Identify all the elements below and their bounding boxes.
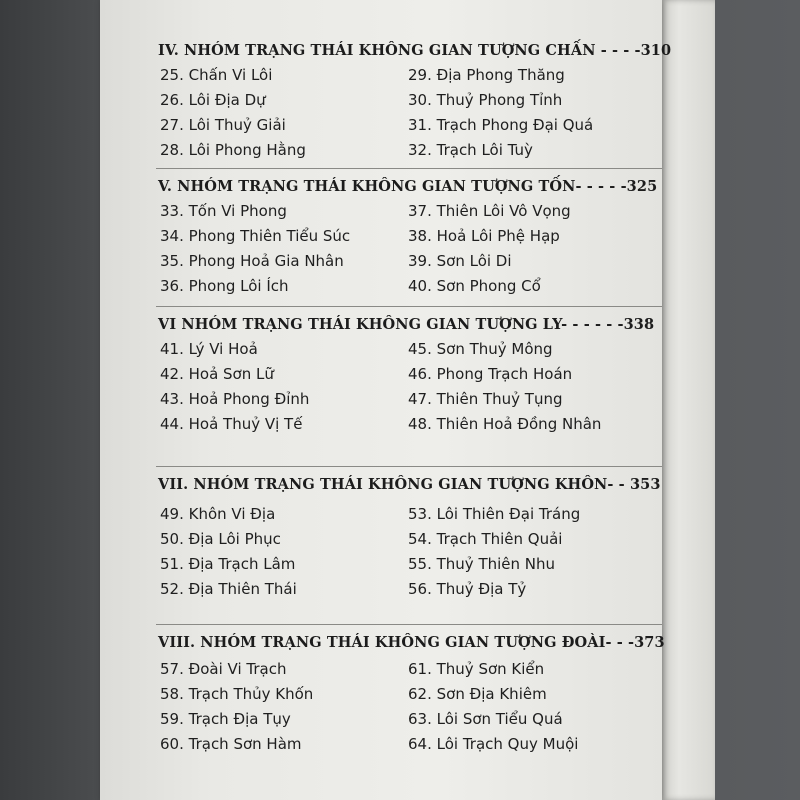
list-item: 45. Sơn Thuỷ Mông: [408, 340, 553, 358]
list-item: 48. Thiên Hoả Đồng Nhân: [408, 415, 602, 433]
list-item: 52. Địa Thiên Thái: [160, 580, 297, 598]
entries-right-column: [408, 657, 578, 757]
list-item: 58. Trạch Thủy Khốn: [160, 685, 314, 703]
list-item: 51. Địa Trạch Lâm: [160, 555, 296, 573]
book-page: [100, 0, 672, 800]
list-item: 56. Thuỷ Địa Tỷ: [408, 580, 527, 598]
entries-right-column: [408, 63, 593, 163]
entries-right-column: [408, 337, 601, 437]
list-item: 64. Lôi Trạch Quy Muội: [408, 735, 579, 753]
entries-left-column: [160, 337, 309, 437]
entries-left-column: [160, 502, 297, 602]
section-divider: [156, 466, 662, 467]
list-item: 47. Thiên Thuỷ Tụng: [408, 390, 563, 408]
section-divider: [156, 624, 662, 625]
list-item: 29. Địa Phong Thăng: [408, 66, 565, 84]
list-item: 33. Tốn Vi Phong: [160, 202, 287, 220]
list-item: 26. Lôi Địa Dự: [160, 91, 266, 109]
list-item: 54. Trạch Thiên Quải: [408, 530, 563, 548]
list-item: 53. Lôi Thiên Đại Tráng: [408, 505, 581, 523]
list-item: 55. Thuỷ Thiên Nhu: [408, 555, 556, 573]
entries-left-column: [160, 63, 306, 163]
list-item: 30. Thuỷ Phong Tỉnh: [408, 91, 563, 109]
list-item: 32. Trạch Lôi Tuỳ: [408, 141, 533, 159]
list-item: 27. Lôi Thuỷ Giải: [160, 116, 286, 134]
list-item: 57. Đoài Vi Trạch: [160, 660, 287, 678]
section-heading: VIII. NHÓM TRẠNG THÁI KHÔNG GIAN TƯỢNG ĐOÀI- - -373: [158, 634, 665, 651]
list-item: 25. Chấn Vi Lôi: [160, 66, 273, 84]
list-item: 49. Khôn Vi Địa: [160, 505, 276, 523]
list-item: 37. Thiên Lôi Vô Vọng: [408, 202, 571, 220]
list-item: 31. Trạch Phong Đại Quá: [408, 116, 594, 134]
entries-left-column: [160, 657, 313, 757]
list-item: 61. Thuỷ Sơn Kiển: [408, 660, 545, 678]
section-heading: IV. NHÓM TRẠNG THÁI KHÔNG GIAN TƯỢNG CHẤN - - - -310: [158, 42, 672, 59]
list-item: 40. Sơn Phong Cổ: [408, 277, 541, 295]
entries-right-column: [408, 199, 571, 299]
list-item: 36. Phong Lôi Ích: [160, 277, 289, 295]
list-item: 42. Hoả Sơn Lữ: [160, 365, 274, 383]
list-item: 38. Hoả Lôi Phệ Hạp: [408, 227, 560, 245]
list-item: 39. Sơn Lôi Di: [408, 252, 512, 270]
section-heading: VI NHÓM TRẠNG THÁI KHÔNG GIAN TƯỢNG LY- - - - - -338: [158, 316, 655, 333]
list-item: 41. Lý Vi Hoả: [160, 340, 258, 358]
list-item: 44. Hoả Thuỷ Vị Tế: [160, 415, 303, 433]
list-item: 62. Sơn Địa Khiêm: [408, 685, 547, 703]
list-item: 63. Lôi Sơn Tiểu Quá: [408, 710, 563, 728]
list-item: 28. Lôi Phong Hằng: [160, 141, 306, 159]
list-item: 60. Trạch Sơn Hàm: [160, 735, 302, 753]
list-item: 59. Trạch Địa Tụy: [160, 710, 291, 728]
section-divider: [156, 168, 662, 169]
list-item: 35. Phong Hoả Gia Nhân: [160, 252, 344, 270]
section-divider: [156, 306, 662, 307]
entries-right-column: [408, 502, 580, 602]
next-page-edge: [655, 0, 715, 800]
section-heading: VII. NHÓM TRẠNG THÁI KHÔNG GIAN TƯỢNG KHÔN- - 353: [158, 476, 661, 493]
list-item: 46. Phong Trạch Hoán: [408, 365, 573, 383]
entries-left-column: [160, 199, 350, 299]
list-item: 43. Hoả Phong Đỉnh: [160, 390, 310, 408]
section-heading: V. NHÓM TRẠNG THÁI KHÔNG GIAN TƯỢNG TỐN- - - - -325: [158, 178, 658, 195]
list-item: 50. Địa Lôi Phục: [160, 530, 281, 548]
list-item: 34. Phong Thiên Tiểu Súc: [160, 227, 351, 245]
